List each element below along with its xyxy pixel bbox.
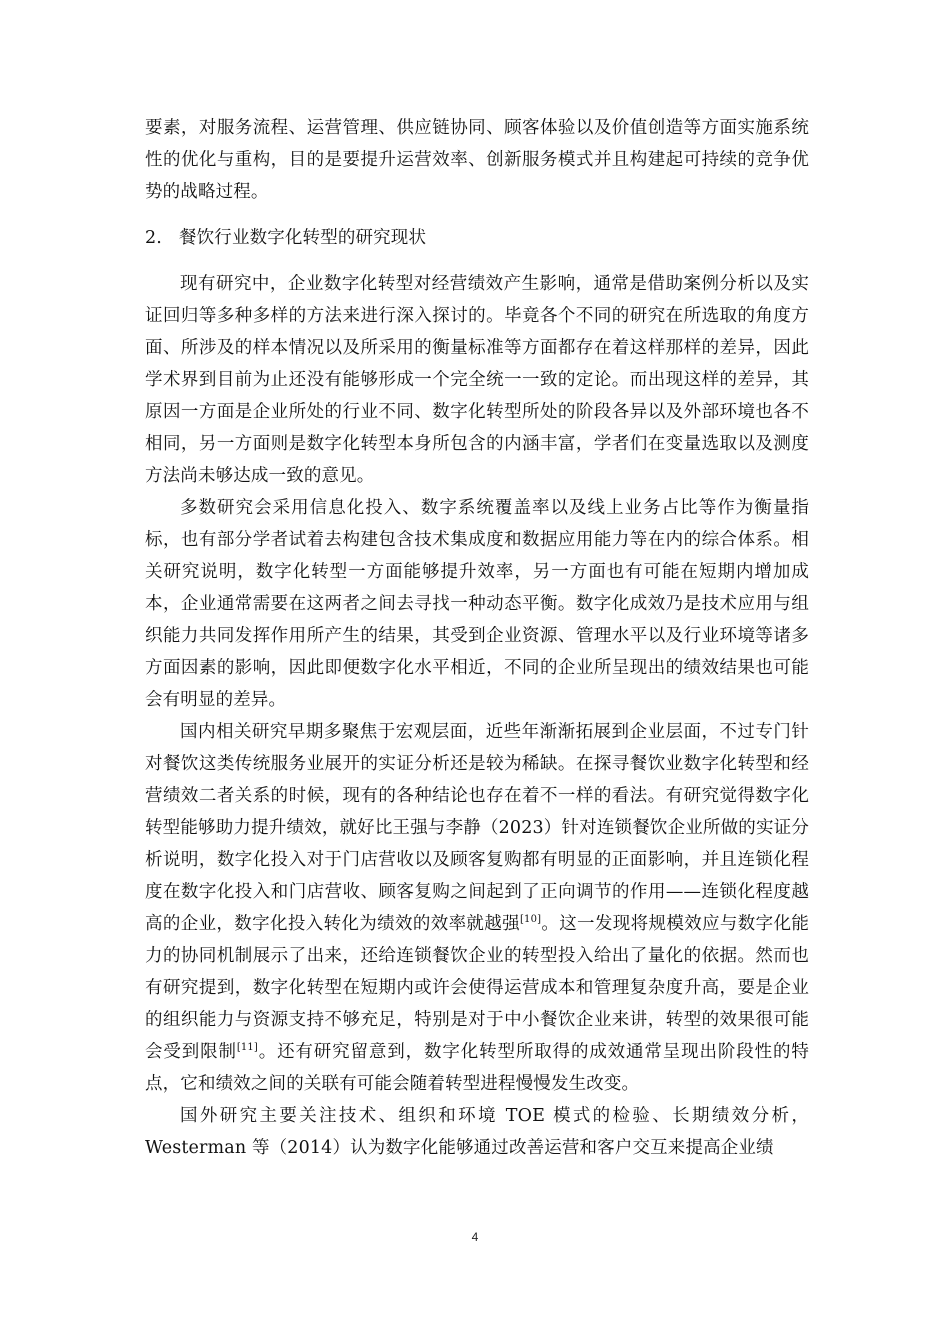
citation-11: [11] <box>236 1042 258 1054</box>
paragraph-foreign-research: 国外研究主要关注技术、组织和环境 TOE 模式的检验、长期绩效分析，Westerman 等（2014）认为数字化能够通过改善运营和客户交互来提高企业绩 <box>145 1106 809 1158</box>
paragraph-continued: 要素，对服务流程、运营管理、供应链协同、顾客体验以及价值创造等方面实施系统性的优化与重构，目的是要提升运营效率、创新服务模式并且构建起可持续的竞争优势的战略过程。 <box>145 118 809 202</box>
page-number: 4 <box>471 1230 479 1244</box>
paragraph-measurement: 多数研究会采用信息化投入、数字系统覆盖率以及线上业务占比等作为衡量指标，也有部分学者试着去构建包含技术集成度和数据应用能力等在内的综合体系。相关研究说明，数字化转型一方面能够提升效率，另一方面也有可能在短期内增加成本，企业通常需要在这两者之间去寻找一种动态平衡。数字化成效乃是技术应用与组织能力共同发挥作用所产生的结果，其受到企业资源、管理水平以及行业环境等诸多方面因素的影响，因此即便数字化水平相近，不同的企业所呈现出的绩效结果也可能会有明显的差异。 <box>145 498 809 710</box>
paragraph-domestic-research <box>145 716 809 1100</box>
section-heading <box>145 222 809 254</box>
section-heading-number: 2. <box>145 228 162 248</box>
citation-10: [10] <box>520 914 542 926</box>
paragraph-domestic-research-part2: 。这一发现将规模效应与数字化能力的协同机制展示了出来，还给连锁餐饮企业的转型投入给出了量化的依据。然而也有研究提到，数字化转型在短期内或许会使得运营成本和管理复杂度升高，要是企业的组织能力与资源支持不够充足，特别是对于中小餐饮企业来讲，转型的效果很可能会受到限制 <box>145 914 809 1062</box>
section-heading-text: 餐饮行业数字化转型的研究现状 <box>179 228 427 248</box>
paragraph-research-status: 现有研究中，企业数字化转型对经营绩效产生影响，通常是借助案例分析以及实证回归等多种多样的方法来进行深入探讨的。毕竟各个不同的研究在所选取的角度方面、所涉及的样本情况以及所采用的衡量标准等方面都存在着这样那样的差异，因此学术界到目前为止还没有能够形成一个完全统一一致的定论。而出现这样的差异，其原因一方面是企业所处的行业不同、数字化转型所处的阶段各异以及外部环境也各不相同，另一方面则是数字化转型本身所包含的内涵丰富，学者们在变量选取以及测度方法尚未够达成一致的意见。 <box>145 274 809 486</box>
paragraph-domestic-research-part3: 。还有研究留意到，数字化转型所取得的成效通常呈现出阶段性的特点，它和绩效之间的关联有可能会随着转型进程慢慢发生改变。 <box>145 1042 810 1094</box>
body-text <box>145 112 809 1164</box>
paragraph-domestic-research-part1: 国内相关研究早期多聚焦于宏观层面，近些年渐渐拓展到企业层面，不过专门针对餐饮这类传统服务业展开的实证分析还是较为稀缺。在探寻餐饮业数字化转型和经营绩效二者关系的时候，现有的各种结论也存在着不一样的看法。有研究觉得数字化转型能够助力提升绩效，就好比王强与李静（2023）针对连锁餐饮企业所做的实证分析说明，数字化投入对于门店营收以及顾客复购都有明显的正面影响，并且连锁化程度在数字化投入和门店营收、顾客复购之间起到了正向调节的作用——连锁化程度越高的企业，数字化投入转化为绩效的效率就越强 <box>145 722 809 934</box>
